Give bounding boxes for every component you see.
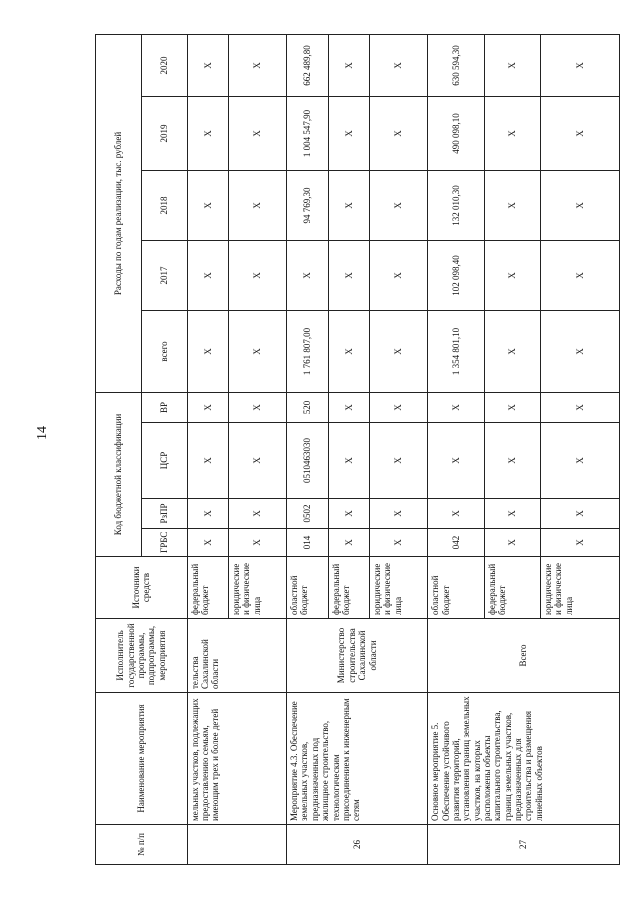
budget-table (95, 34, 620, 865)
header-rzpr: РзПР (141, 499, 187, 529)
cell-2017: X (370, 240, 428, 310)
cell-rzpr: X (540, 499, 619, 529)
cell-2018: X (370, 170, 428, 240)
cell-csr: X (484, 423, 540, 499)
cell-2020: X (187, 34, 228, 96)
cell-grbs: X (228, 529, 286, 557)
cell-total: 1 761 807,00 (287, 310, 328, 392)
cell-2019: X (228, 96, 286, 170)
header-2017: 2017 (141, 240, 187, 310)
cell-grbs: X (328, 529, 369, 557)
table-row (287, 34, 328, 864)
row-name: Мероприятие 4.3. Обеспечение земельных участков, предназначенных под жилищное строительство, технологическим присоединением к инженерным сетям (287, 693, 428, 825)
cell-vr: X (228, 392, 286, 422)
header-executor: Исполнитель государственной программы, подпрограммы, мероприятия (96, 619, 188, 693)
cell-2018: 132 010,30 (428, 170, 484, 240)
row-source: федеральный бюджет (328, 557, 369, 619)
cell-csr: X (187, 423, 228, 499)
cell-csr: 0510463030 (287, 423, 328, 499)
cell-grbs: X (484, 529, 540, 557)
cell-total: X (187, 310, 228, 392)
cell-2017: X (287, 240, 328, 310)
header-row-1 (96, 34, 142, 864)
cell-2017: 102 098,40 (428, 240, 484, 310)
cell-total: X (484, 310, 540, 392)
row-source: юридические и физические лица (370, 557, 428, 619)
cell-grbs: X (540, 529, 619, 557)
cell-rzpr: X (484, 499, 540, 529)
cell-2020: 630 594,30 (428, 34, 484, 96)
row-num (187, 825, 287, 865)
header-expenses-group: Расходы по годам реализации, тыс. рублей (96, 34, 142, 392)
header-2020: 2020 (141, 34, 187, 96)
row-executor: Всего (428, 619, 620, 693)
cell-2018: X (540, 170, 619, 240)
cell-2019: X (328, 96, 369, 170)
header-grbs: ГРБС (141, 529, 187, 557)
cell-2019: X (540, 96, 619, 170)
cell-vr: X (370, 392, 428, 422)
cell-2017: X (540, 240, 619, 310)
header-csr: ЦСР (141, 423, 187, 499)
cell-total: X (540, 310, 619, 392)
header-2019: 2019 (141, 96, 187, 170)
row-source: юридические и физические лица (228, 557, 286, 619)
cell-2018: X (484, 170, 540, 240)
row-num: 27 (428, 825, 620, 865)
table-row (187, 34, 228, 864)
cell-2018: X (328, 170, 369, 240)
header-vr: ВР (141, 392, 187, 422)
cell-csr: X (370, 423, 428, 499)
cell-2017: X (228, 240, 286, 310)
cell-2018: X (228, 170, 286, 240)
header-code-group: Код бюджетной классификации (96, 392, 142, 556)
cell-rzpr: X (428, 499, 484, 529)
header-2018: 2018 (141, 170, 187, 240)
cell-vr: X (428, 392, 484, 422)
cell-grbs: 042 (428, 529, 484, 557)
header-name: Наименование мероприятия (96, 693, 188, 825)
cell-grbs: X (370, 529, 428, 557)
cell-rzpr: X (228, 499, 286, 529)
row-source: федеральный бюджет (187, 557, 228, 619)
cell-rzpr: X (328, 499, 369, 529)
cell-grbs: 014 (287, 529, 328, 557)
row-executor: тельства Сахалинской области (187, 619, 287, 693)
cell-csr: X (328, 423, 369, 499)
cell-total: 1 354 801,10 (428, 310, 484, 392)
row-name: Основное мероприятие 5. Обеспечение устойчивого развития территорий, установления границ земельных участков, на которых расположены объекты капитального строительства, границ земельных участков, предназначенных для строительства и размещения линейных объектов (428, 693, 620, 825)
table-row (428, 34, 484, 864)
row-source: областной бюджет (428, 557, 484, 619)
cell-2020: X (328, 34, 369, 96)
cell-2019: 490 098,10 (428, 96, 484, 170)
cell-vr: X (328, 392, 369, 422)
cell-rzpr: X (187, 499, 228, 529)
header-source: Источники средств (96, 557, 188, 619)
cell-rzpr: X (370, 499, 428, 529)
cell-csr: X (228, 423, 286, 499)
row-num: 26 (287, 825, 428, 865)
cell-vr: X (540, 392, 619, 422)
cell-csr: X (428, 423, 484, 499)
cell-vr: X (187, 392, 228, 422)
cell-total: X (370, 310, 428, 392)
cell-2020: X (370, 34, 428, 96)
cell-2017: X (187, 240, 228, 310)
cell-2019: 1 004 547,90 (287, 96, 328, 170)
cell-2019: X (484, 96, 540, 170)
cell-2020: X (540, 34, 619, 96)
cell-2019: X (187, 96, 228, 170)
row-source: областной бюджет (287, 557, 328, 619)
cell-csr: X (540, 423, 619, 499)
row-name: мельных участков, подлежащих предоставлению семьям, имеющим трех и более детей (187, 693, 287, 825)
cell-2020: X (228, 34, 286, 96)
header-num: № п/п (96, 825, 188, 865)
cell-2017: X (328, 240, 369, 310)
cell-total: X (328, 310, 369, 392)
cell-total: X (228, 310, 286, 392)
header-total: всего (141, 310, 187, 392)
page-number: 14 (35, 426, 50, 440)
row-source: юридические и физические лица (540, 557, 619, 619)
rotated-table-container (95, 35, 620, 865)
row-source: федеральный бюджет (484, 557, 540, 619)
cell-2018: X (187, 170, 228, 240)
cell-2018: 94 769,30 (287, 170, 328, 240)
row-executor: Министерство строительства Сахалинской области (287, 619, 428, 693)
cell-2019: X (370, 96, 428, 170)
cell-grbs: X (187, 529, 228, 557)
cell-2020: 662 489,80 (287, 34, 328, 96)
cell-rzpr: 0502 (287, 499, 328, 529)
cell-vr: 520 (287, 392, 328, 422)
cell-2017: X (484, 240, 540, 310)
cell-vr: X (484, 392, 540, 422)
cell-2020: X (484, 34, 540, 96)
